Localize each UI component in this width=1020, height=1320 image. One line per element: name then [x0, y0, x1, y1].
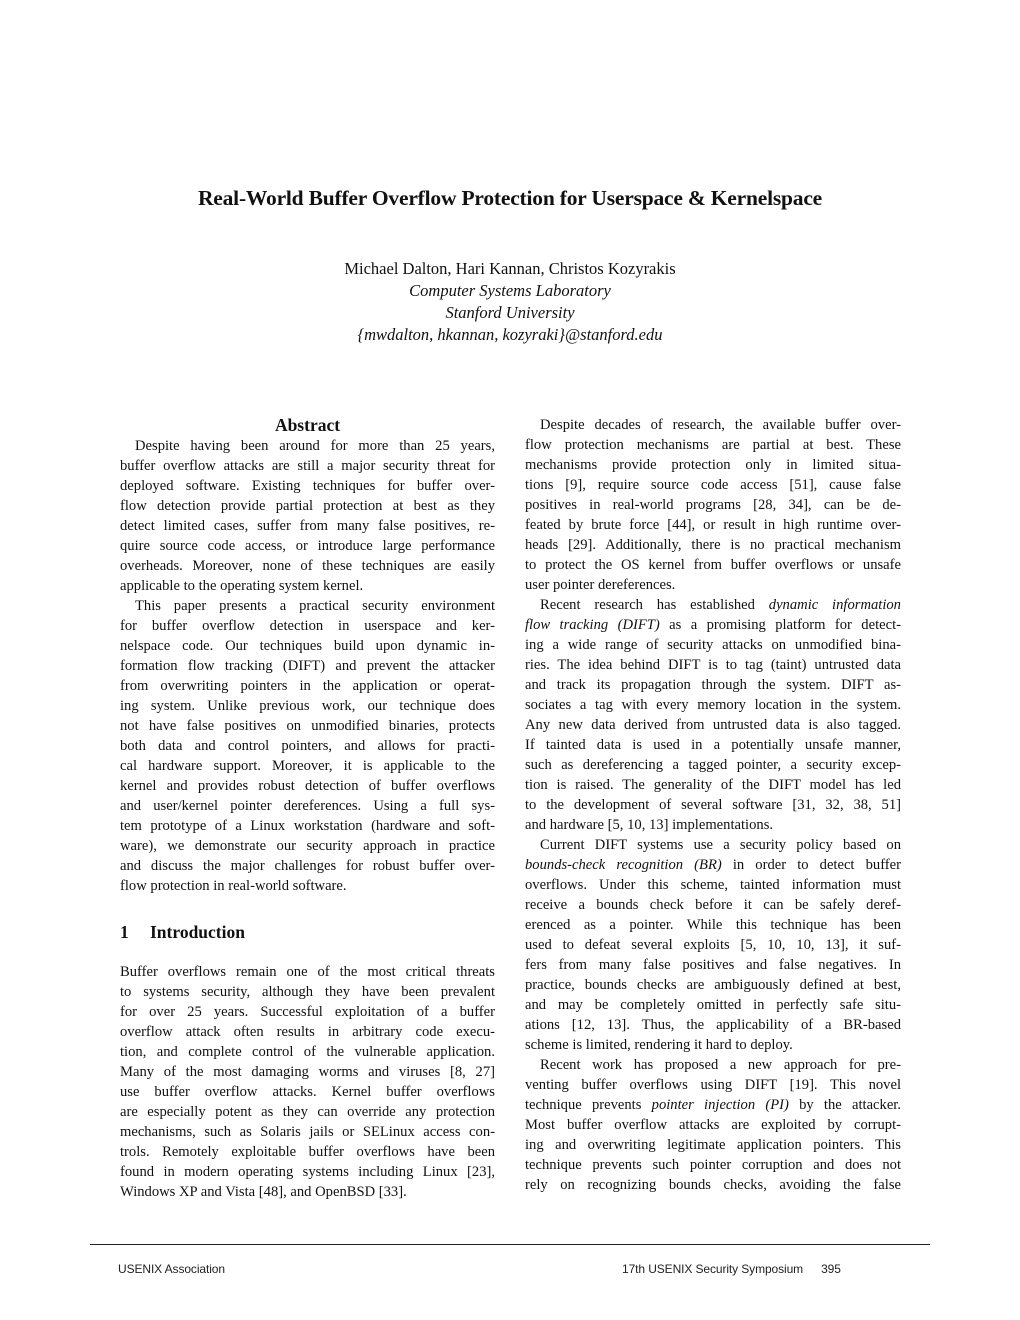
footer-venue-block — [622, 1262, 841, 1276]
text-run: technique prevents — [525, 1097, 652, 1113]
text-line: Many of the most damaging worms and viruses [8, 27] — [120, 1064, 495, 1080]
footer-venue: 17th USENIX Security Symposium — [622, 1262, 804, 1276]
text-line: ations [12, 13]. Thus, the applicability of a BR-based — [525, 1017, 901, 1033]
text-run: as a promising platform for detect- — [659, 617, 901, 633]
text-line: formation flow tracking (DIFT) and prevent the attacker — [120, 658, 495, 674]
text-line: both data and control pointers, and allows for practi- — [120, 738, 495, 754]
text-line: and may be completely omitted in perfectly safe situ- — [525, 997, 901, 1013]
text-line: and discuss the major challenges for robust buffer over- — [120, 858, 495, 874]
term-pi: pointer injection (PI) — [651, 1097, 789, 1113]
text-run: Recent research has established — [540, 597, 769, 613]
text-line: Despite decades of research, the available buffer over- — [540, 417, 901, 433]
affiliation-lab: Computer Systems Laboratory — [409, 281, 611, 300]
text-line: and hardware [5, 10, 13] implementations. — [525, 817, 774, 833]
intro-paragraph-1 — [120, 962, 495, 1202]
text-line: tions [9], require source code access [51], cause false — [525, 477, 901, 493]
text-line: tion, and complete control of the vulnerable application. — [120, 1044, 495, 1060]
text-line: ries. The idea behind DIFT is to tag (taint) untrusted data — [525, 657, 901, 673]
right-paragraph-1 — [525, 415, 901, 595]
text-line: practice, bounds checks are ambiguously defined at best, — [525, 977, 901, 993]
text-line: ware), we demonstrate our security approach in practice — [120, 838, 495, 854]
text-line: heads [29]. Additionally, there is no practical mechanism — [525, 537, 901, 553]
footer-organization: USENIX Association — [118, 1262, 225, 1276]
right-column — [525, 415, 901, 1195]
right-paragraph-3 — [525, 835, 901, 1055]
text-line: to protect the OS kernel from buffer overflows or unsafe — [525, 557, 901, 573]
text-line: found in modern operating systems including Linux [23], — [120, 1164, 495, 1180]
text-line — [525, 615, 901, 635]
text-line: used to defeat several exploits [5, 10, 10, 13], it suf- — [525, 937, 901, 953]
text-line: use buffer overflow attacks. Kernel buffer overflows — [120, 1084, 495, 1100]
text-line: Any new data derived from untrusted data is also tagged. — [525, 717, 901, 733]
text-line: deployed software. Existing techniques for buffer over- — [120, 478, 495, 494]
text-line: and user/kernel pointer dereferences. Using a full sys- — [120, 798, 495, 814]
text-line — [525, 1095, 901, 1115]
text-line: kernel and provides robust detection of buffer overflows — [120, 778, 495, 794]
text-line: flow protection mechanisms are partial at best. These — [525, 437, 901, 453]
text-line: to systems security, although they have been prevalent — [120, 984, 495, 1000]
text-line: nelspace code. Our techniques build upon dynamic in- — [120, 638, 495, 654]
text-line: If tainted data is used in a potentially unsafe manner, — [525, 737, 901, 753]
text-line: feated by brute force [44], or result in high runtime over- — [525, 517, 901, 533]
text-line: trols. Remotely exploitable buffer overflows have been — [120, 1144, 495, 1160]
page-number: 395 — [821, 1262, 841, 1276]
text-line: flow detection provide partial protection at best as they — [120, 498, 495, 514]
text-line: detect limited cases, suffer from many false positives, re- — [120, 518, 495, 534]
section-number: 1 — [120, 922, 129, 942]
term-dift-cont: flow tracking (DIFT) — [525, 617, 660, 633]
author-names: Michael Dalton, Hari Kannan, Christos Kozyrakis — [344, 259, 676, 278]
text-line: for buffer overflow detection in userspace and ker- — [120, 618, 495, 634]
text-line: technique prevents such pointer corruption and does not — [525, 1157, 901, 1173]
text-line: mechanisms, such as Solaris jails or SELinux access con- — [120, 1124, 495, 1140]
text-line: ing system. Unlike previous work, our technique does — [120, 698, 495, 714]
abstract-paragraph-1 — [120, 436, 495, 596]
text-line: ing a wide range of security attacks on unmodified bina- — [525, 637, 901, 653]
text-line: venting buffer overflows using DIFT [19]. This novel — [525, 1077, 901, 1093]
text-line: receive a bounds check before it can be safely deref- — [525, 897, 901, 913]
text-line: cal hardware support. Moreover, it is applicable to the — [120, 758, 495, 774]
text-line: Buffer overflows remain one of the most critical threats — [120, 964, 495, 980]
text-line: sociates a tag with every memory location in the system. — [525, 697, 901, 713]
text-line: applicable to the operating system kernel. — [120, 578, 364, 594]
text-line: user pointer dereferences. — [525, 577, 676, 593]
paper-title: Real-World Buffer Overflow Protection for Userspace & Kernelspace — [197, 186, 823, 210]
text-line: to the development of several software [31, 32, 38, 51] — [525, 797, 901, 813]
text-line: Windows XP and Vista [48], and OpenBSD [33]. — [120, 1184, 407, 1200]
text-line: are especially potent as they can override any protection — [120, 1104, 495, 1120]
term-dift: dynamic information — [768, 597, 901, 613]
text-line: rely on recognizing bounds checks, avoiding the false — [525, 1177, 901, 1193]
text-line — [525, 595, 901, 615]
text-line: erenced as a pointer. While this technique has been — [525, 917, 901, 933]
text-line: Recent work has proposed a new approach for pre- — [540, 1057, 901, 1073]
right-paragraph-2 — [525, 595, 901, 835]
text-line: Most buffer overflow attacks are exploited by corrupt- — [525, 1117, 901, 1133]
right-paragraph-4 — [525, 1055, 901, 1195]
text-line: and track its propagation through the system. DIFT as- — [525, 677, 901, 693]
text-line: fers from many false positives and false negatives. In — [525, 957, 901, 973]
footer-divider — [90, 1244, 930, 1245]
text-run: in order to detect buffer — [721, 857, 901, 873]
author-block — [0, 258, 1020, 346]
section-heading-introduction — [120, 922, 495, 944]
text-line: overheads. Moreover, none of these techniques are easily — [120, 558, 495, 574]
text-line: not have false positives on unmodified binaries, protects — [120, 718, 495, 734]
abstract-paragraph-2 — [120, 596, 495, 896]
text-line: tion is raised. The generality of the DIFT model has led — [525, 777, 901, 793]
text-line: buffer overflow attacks are still a major security threat for — [120, 458, 495, 474]
text-line: from overwriting pointers in the application or operat- — [120, 678, 495, 694]
text-line: tem prototype of a Linux workstation (hardware and soft- — [120, 818, 495, 834]
term-br: bounds-check recognition (BR) — [525, 857, 722, 873]
affiliation-university: Stanford University — [445, 303, 575, 322]
text-line: positives in real-world programs [28, 34], can be de- — [525, 497, 901, 513]
left-column — [120, 414, 495, 1202]
text-line: quire source code access, or introduce large performance — [120, 538, 495, 554]
text-line: mechanisms provide protection only in limited situa- — [525, 457, 901, 473]
text-line: flow protection in real-world software. — [120, 878, 347, 894]
text-line: for over 25 years. Successful exploitation of a buffer — [120, 1004, 495, 1020]
text-line: Current DIFT systems use a security policy based on — [540, 837, 901, 853]
text-line: scheme is limited, rendering it hard to deploy. — [525, 1037, 793, 1053]
section-title: Introduction — [150, 922, 245, 942]
text-line: overflows. Under this scheme, tainted information must — [525, 877, 901, 893]
text-line: ing and overwriting legitimate application pointers. This — [525, 1137, 901, 1153]
abstract-heading: Abstract — [274, 415, 341, 435]
text-line — [525, 855, 901, 875]
author-emails: {mwdalton, hkannan, kozyraki}@stanford.edu — [357, 325, 663, 344]
text-line: Despite having been around for more than 25 years, — [135, 438, 495, 454]
text-run: by the attacker. — [788, 1097, 902, 1113]
text-line: such as dereferencing a tagged pointer, a security excep- — [525, 757, 901, 773]
text-line: overflow attack often results in arbitrary code execu- — [120, 1024, 495, 1040]
text-line: This paper presents a practical security environment — [135, 598, 495, 614]
